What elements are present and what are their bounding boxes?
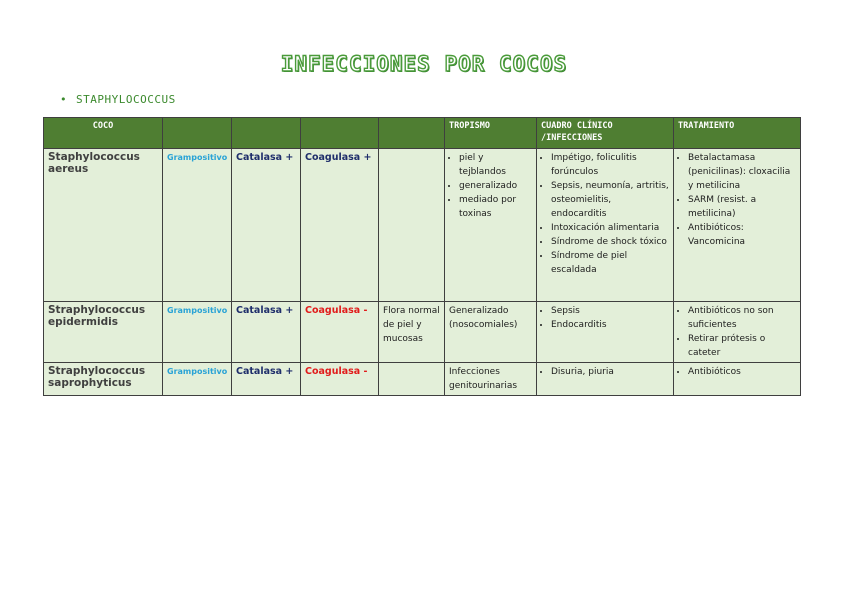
list-item: • Intoxicación alimentaria xyxy=(551,221,669,235)
gram-cell: Grampositivo xyxy=(163,149,232,302)
tropismo-cell xyxy=(445,149,537,302)
list-item: • Impétigo, foliculitis forúnculos xyxy=(551,151,669,179)
tropismo-cell: Generalizado (nosocomiales) xyxy=(445,302,537,363)
species-cell: Straphylococcus epidermidis xyxy=(44,302,163,363)
list-item: • piel y tejblandos xyxy=(459,151,532,179)
section-label: STAPHYLOCOCCUS xyxy=(76,93,176,106)
list-item: • Betalactamasa (penicilinas): cloxacilia y metilicina xyxy=(688,151,796,193)
list-item: • generalizado xyxy=(459,179,532,193)
header-cuadro-clinico: CUADRO CLÍNICO /INFECCIONES xyxy=(537,118,674,149)
catalasa-cell: Catalasa + xyxy=(232,363,301,396)
species-cell: Staphylococcus aereus xyxy=(44,149,163,302)
section-bullet xyxy=(60,93,176,106)
cuadro-cell xyxy=(537,302,674,363)
header-empty xyxy=(232,118,301,149)
header-empty xyxy=(163,118,232,149)
header-empty xyxy=(301,118,379,149)
flora-cell xyxy=(379,363,445,396)
tratamiento-cell xyxy=(674,363,801,396)
list-item: • Disuria, piuria xyxy=(551,365,669,379)
list-item: • Antibióticos xyxy=(688,365,796,379)
catalasa-cell: Catalasa + xyxy=(232,149,301,302)
table-header-row xyxy=(44,118,801,149)
header-empty xyxy=(379,118,445,149)
list-item: • Síndrome de piel escaldada xyxy=(551,249,669,277)
bullet-dot-icon: • xyxy=(60,93,68,106)
cocci-table xyxy=(43,117,801,396)
cuadro-cell xyxy=(537,149,674,302)
tropismo-cell: Infecciones genitourinarias xyxy=(445,363,537,396)
table-row xyxy=(44,363,801,396)
gram-cell: Grampositivo xyxy=(163,302,232,363)
header-coco: COCO xyxy=(44,118,163,149)
list-item: • Antibióticos: Vancomicina xyxy=(688,221,796,249)
table-row xyxy=(44,302,801,363)
list-item: • Sepsis, neumonía, artritis, osteomielitis, endocarditis xyxy=(551,179,669,221)
list-item: • mediado por toxinas xyxy=(459,193,532,221)
header-tropismo: TROPISMO xyxy=(445,118,537,149)
coagulasa-cell: Coagulasa + xyxy=(301,149,379,302)
list-item: • SARM (resist. a metilicina) xyxy=(688,193,796,221)
list-item: • Endocarditis xyxy=(551,318,669,332)
list-item: • Sepsis xyxy=(551,304,669,318)
tratamiento-cell xyxy=(674,302,801,363)
flora-cell xyxy=(379,149,445,302)
header-tratamiento: TRATAMIENTO xyxy=(674,118,801,149)
cuadro-cell xyxy=(537,363,674,396)
coagulasa-cell: Coagulasa - xyxy=(301,302,379,363)
coagulasa-cell: Coagulasa - xyxy=(301,363,379,396)
list-item: • Síndrome de shock tóxico xyxy=(551,235,669,249)
list-item: • Antibióticos no son suficientes xyxy=(688,304,796,332)
page-title: INFECCIONES POR COCOS xyxy=(280,52,568,76)
list-item: • Retirar prótesis o cateter xyxy=(688,332,796,360)
species-cell: Straphylococcus saprophyticus xyxy=(44,363,163,396)
catalasa-cell: Catalasa + xyxy=(232,302,301,363)
gram-cell: Grampositivo xyxy=(163,363,232,396)
tratamiento-cell xyxy=(674,149,801,302)
flora-cell: Flora normal de piel y mucosas xyxy=(379,302,445,363)
table-row xyxy=(44,149,801,302)
